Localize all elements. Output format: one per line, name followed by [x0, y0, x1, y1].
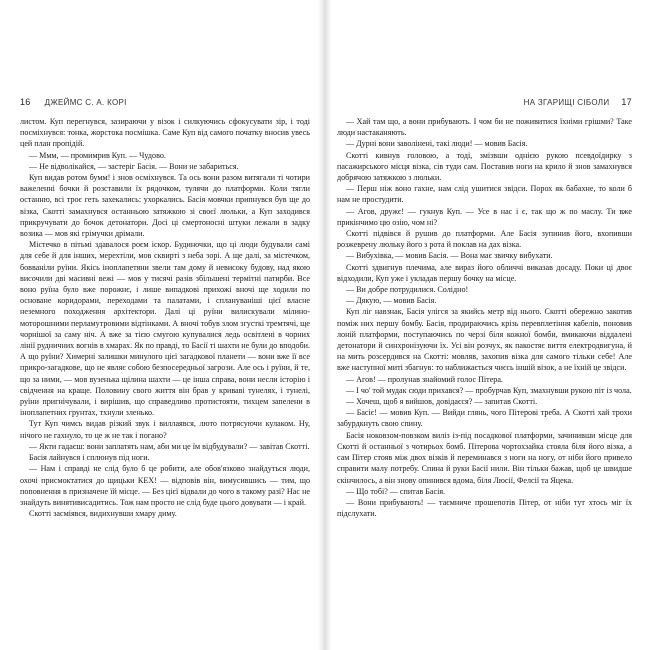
- paragraph: — Вибухівка, — мовив Басія. — Вона має звичку вибухати.: [346, 251, 553, 261]
- paragraph: — Нам і справді не слід було б це робити, але обов'язково знайдуться люди, охочі присмоктатися до щицьки КЕХ! — відповів він, вимусившись — тим, що поповнення в призначене їй місце. — Без цієї відвали до чого в такому разі? Нас не знайдуть винятивисадитись. Тож нам просто не слід буде цього довувати — і край.: [20, 464, 310, 507]
- paragraph: — Агов, дружє! — гукнув Куп. — Усе в нас і є, так що ж по маслу. Ти вже прикінчимо цю озію, чом ні?: [337, 206, 632, 227]
- paragraph: Скотті підвівся й рушив до платформи. Але Басія зупинив його, вхопивши розжеврену люльку його з рота й поклав на дах візка.: [337, 229, 632, 250]
- left-running-head: ДЖЕЙМС С. А. КОРІ: [44, 97, 127, 107]
- paragraph: — Дурні вони заволінені, такі люди! — мовив Басія.: [346, 139, 528, 149]
- paragraph: Куп видав ротом бумм! і знов осміхнувся. Та ось вони разом витягали ті чотири важеленні бочки й розставили їх рядочком, тулячи до платформи. Коли тягли останню, всі троє геть захекались: ухоркались. Басія мовчки припнувся був ще до візка, Скотті замахнувся останньою затяжкою зі своєї люльки, а Куп заходився прикручувати до бочок детонатори. Досі ці смертоносні штуки лежали в задку возика — мов які грімучки дрімали.: [20, 173, 310, 239]
- right-page-body: [337, 116, 632, 519]
- paragraph: — Хай там що, а вони прибувають. І чом би не поживитися їхніми грішми? Таке люди настаканяють.: [337, 117, 632, 138]
- left-page-body: [20, 116, 310, 519]
- paragraph: — Ви добре потрудилися. Солідно!: [346, 285, 469, 295]
- paragraph: Басія лайнувся і сплюнув під ноги.: [29, 453, 150, 463]
- paragraph: Куп ліг навзнак, Басія улігся за якийсь метр від нього. Скотті обережно закотив поміж них першу бомбу. Басія, продираючись крізь перевплетіння кабелів, поновив лоній платформи, поступаючись по черзі біля кожної бомби, вмикаючи віддалені детонатори й синхронізуючи їх. Усі він розчух, як пакостяє виття електродвигуна, й на мить розсердився на Скотті: мовляв, захопив візка для самого тільки себе! Але вже наступної миті збагнув: то наближається чиєсь іншій візок, а не їхній це звідси.: [337, 307, 632, 373]
- paragraph: Басія ноковзом-повзком виліз із-під посадкової платформи, зачинивши місце для Скотті й останньої з чотирьох бомб. Пітерова чортохзайка стояла біля його візка, а сам Пітер стояв між двох візків й переминався з ноги на ногу, от ніби його привело справити малу потребу. Спина й руки Басії нили. Він тільки бажав, щоб це швидше скінчилось, а він знову опинився вдома, біля Люсії, Фелсії та Яцека.: [337, 430, 632, 485]
- paragraph: Скотті кивнув головою, а тоді, змізвши однією рукою псевдоїдирку з пасажирського місця візка, сів туди сам. Поставив ноги на крило й знов замахнувся добрячою затяжкою з люльки.: [337, 150, 632, 183]
- paragraph: — Що тобі? — спитав Басія.: [346, 486, 446, 496]
- paragraph: Містечко в пітьмі здавалося роєм іскор. Будиночки, що ці люди будували самі для себе й для інших, мерехтіли, мов сквирті з неба зорі. А ще далі, за містечком, бовваніли руїни. Якісь іноплапетяни звели там дому й невисоку будову, над якою височили дві масивні вежі — мов у тисячі разів збільшені термітні патирби. Все воно руїна було вже порожнє, і лише випадкові прихожі вночі ще ходили по основане коридорами, переходами та палатами, і сплануваніші цієї власне неземного походження архітектори. Далі ці руїни вилискували мілино-моторошними перламутровими відтінками. А вночі тобув злом згусткі тремтячі, ще чорнішої за саму ніч. А вже за тією смугою купувалися ледь освітлені в чорних лінії рудничних вогнів в хмарах. Як по правді, то Басії ті шахти не були до вподоби. А що руїни? Химерні залишки минулого цієї загадкової планети — вони вже її все прикро-загадкове, що не являє собою безпосередньої загрози. Але ось і руїни, й те, що за ними, — мов вузенька щілина шахти — це інша справа, вони несли історію і свідчення на краще. Половину свого життя він брав у криваві тунелях, і тунелі, руїни пригнічували, і вирішив, що справедливо протистояти, тихцем запелени в іноплапетних грунтах, тхнули зленько.: [20, 240, 310, 418]
- paragraph: — Агов! — пролунав знайомий голос Пітера.: [346, 374, 503, 384]
- right-page-header: [337, 96, 632, 108]
- left-page-number: 16: [20, 97, 31, 107]
- right-running-head: НА ЗГАРИЩІ СІБОЛИ: [523, 97, 610, 107]
- paragraph: — Якти гадаєш: вони заплатять нам, аби ми це їм відбудували? — завітав Скотті.: [29, 441, 310, 451]
- paragraph: — Басіє! — мовив Куп. — Вийди глянь, чого Пітерові треба. А Скотті хай трохи забурдкнуть свою спину.: [337, 408, 632, 429]
- paragraph: — Хочеш, щоб я вийшов, довідаєся? — запитав Скотті.: [346, 397, 538, 407]
- left-page-header: [20, 96, 310, 108]
- paragraph: — Дякую, — мовив Басія.: [346, 296, 437, 306]
- paragraph: — Перш ніж воно гахне, нам слід ушитися звідси. Порох як бабахне, то коли б нам не простудити.: [337, 184, 632, 205]
- right-page: [325, 0, 650, 650]
- paragraph: Тут Куп чимсь видав різкий звук і виллаявся, люто потрясуючи кулаком. Ну, нічого не гахнуло, то це ж не так і погано?: [20, 419, 310, 440]
- paragraph: — Не відволікайся, — застеріг Басія. — Вони не забариться.: [29, 161, 239, 171]
- paragraph: Скотті здвигнув плечима, але вираз його обличчі виказав досаду. Поки ці двоє відходили, Куп уже і укладав першу бочку на місце.: [337, 262, 632, 283]
- paragraph: — Ммм, — промимрив Куп. — Чудово.: [29, 150, 166, 160]
- paragraph: — Вони прибувають! — таємниче прошепотів Пітер, от ніби тут хтось міг їх підслухати.: [337, 497, 632, 519]
- book-gutter-shadow: [318, 0, 332, 650]
- paragraph: — І чо' той мудак сюди прихався? — пробурчав Куп, змахнувши рукою піт із чола.: [346, 385, 632, 395]
- paragraph: Скотті засміявся, видихнувши хмару диму.: [29, 509, 177, 519]
- right-page-number: 17: [621, 97, 632, 107]
- paragraph: листом. Куп перегнувся, зазираючи у візок і силкуючись сфокусувати зір, і тоді посміхнувся: тонка, жорстока посмішка. Саме Куп від самого початку вносив увесь цей план пропідій.: [20, 117, 310, 149]
